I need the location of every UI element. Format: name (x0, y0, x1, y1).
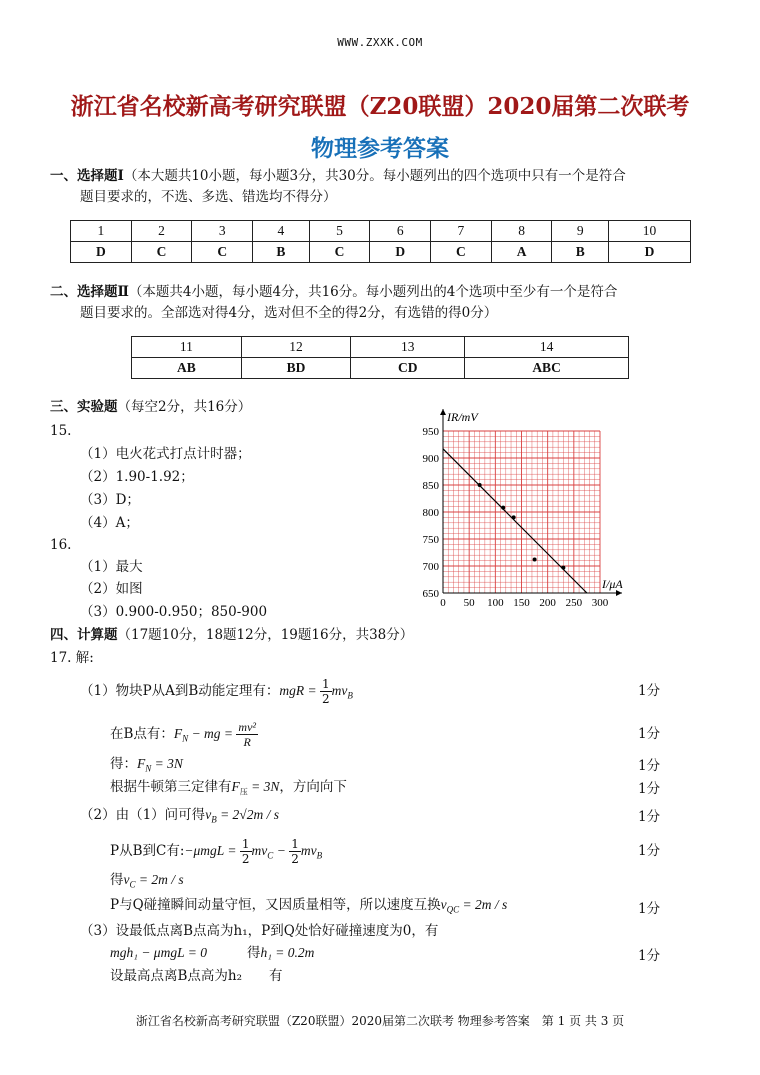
q17-line-2-math: F (173, 726, 183, 741)
answer-cell: D (71, 242, 132, 263)
data-point (501, 506, 505, 510)
x-tick-label: 100 (487, 597, 504, 609)
section4-desc-text: （17题10分，18题12分，19题16分，共38分） (117, 627, 414, 643)
q17-line-3-math2: = 3N (151, 756, 183, 771)
score-label: 1分 (638, 901, 661, 917)
fraction-num: mv² (238, 720, 257, 734)
data-point (561, 566, 565, 570)
score-label: 1分 (638, 809, 661, 825)
q16-label: 16. (50, 537, 72, 553)
fraction (320, 677, 332, 706)
question-number-cell: 14 (465, 337, 629, 358)
section1-desc-line1 (50, 166, 626, 186)
fraction-num: 1 (321, 677, 330, 691)
answer-cell: CD (351, 358, 465, 379)
section2-desc-line1 (50, 282, 617, 302)
q17-line-5 (80, 805, 279, 830)
q17-line-1 (80, 677, 353, 706)
y-tick-label: 950 (422, 426, 439, 438)
section2-heading: 二、选择题Ⅱ (50, 284, 129, 300)
q17-line-11: 设最高点离B点高为h₂ 有 (110, 968, 283, 984)
q17-line-3-math: F (137, 756, 146, 771)
section4-desc (50, 625, 413, 645)
section1-heading: 一、选择题Ⅰ (50, 168, 124, 184)
x-tick-label: 250 (565, 597, 583, 609)
watermark: WWW.ZXXK.COM (337, 36, 423, 49)
question-number-cell: 2 (131, 221, 192, 242)
subscript: C (129, 879, 136, 890)
question-number-cell: 3 (192, 221, 253, 242)
q17-line-5-text: （2）由（1）问可得 (80, 807, 206, 823)
q15-item-4: （4）A； (80, 515, 139, 531)
section3-desc (50, 397, 251, 417)
q17-line-7 (110, 870, 184, 895)
q15-item-3: （3）D； (80, 492, 140, 508)
answer-cell: C (131, 242, 192, 263)
question-number-cell: 4 (253, 221, 310, 242)
subscript: B (347, 690, 353, 701)
y-tick-label: 650 (422, 588, 439, 600)
section3-desc-text: （每空2分，共16分） (117, 399, 252, 415)
answer-cell: C (192, 242, 253, 263)
answer-cell: D (609, 242, 691, 263)
answer-cell: C (309, 242, 370, 263)
q15-label: 15. (50, 423, 72, 439)
question-number-cell: 13 (351, 337, 465, 358)
q16-item-2: （2）如图 (80, 581, 143, 597)
q17-line-10-text: 得 (246, 945, 261, 961)
subscript: C (267, 850, 274, 861)
q17-line-2-math2: − mg = (188, 726, 237, 741)
q15-item-2: （2）1.90-1.92； (80, 469, 194, 485)
subscript: N (182, 733, 189, 744)
x-tick-label: 0 (440, 597, 446, 609)
question-number-cell: 5 (309, 221, 370, 242)
fraction-den: 2 (241, 852, 250, 866)
question-number-cell: 11 (132, 337, 242, 358)
score-label: 1分 (638, 781, 661, 797)
fraction-num: 1 (291, 837, 299, 851)
score-label: 1分 (638, 758, 661, 774)
page-footer: 浙江省名校新高考研究联盟（Z20联盟）2020届第二次联考 物理参考答案 第 1 页 共 3 页 (135, 1014, 625, 1028)
q17-line-2 (110, 720, 258, 749)
fraction (236, 720, 258, 749)
subscript: B (211, 814, 217, 825)
q17-line-3-text: 得： (110, 756, 137, 772)
subscript: N (145, 763, 152, 774)
x-tick-label: 200 (539, 597, 556, 609)
subscript: QC (446, 904, 460, 915)
data-point (512, 515, 516, 519)
q17-line-6-text: P从B到C有: (110, 843, 185, 859)
q17-line-8-math: v (440, 897, 447, 912)
q17-line-6-math: −μmgL = (184, 843, 240, 858)
q17-label: 17. 解: (50, 650, 94, 666)
q17-line-7-math2: = 2m / s (135, 872, 184, 887)
q17-line-7-text: 得 (110, 872, 124, 888)
section1-desc-line2: 题目要求的，不选、多选、错选均不得分） (80, 189, 337, 205)
q17-line-9: （3）设最低点离B点高为h₁，P到Q处恰好碰撞速度为0，有 (80, 923, 439, 939)
q17-line-6-math3: − (273, 843, 290, 858)
question-number-cell: 10 (609, 221, 691, 242)
data-point (478, 483, 482, 487)
q17-line-6 (110, 837, 322, 866)
question-number-cell: 6 (370, 221, 431, 242)
section2-answer-table (131, 336, 629, 379)
q17-line-2-text: 在B点有： (110, 726, 174, 742)
page-subtitle: 物理参考答案 (311, 135, 449, 162)
score-label: 1分 (638, 726, 661, 742)
x-axis-label: I/μA (602, 577, 623, 591)
table-row (132, 337, 629, 358)
answer-cell: B (552, 242, 609, 263)
q17-line-1-math: mgR = (279, 683, 320, 698)
question-number-cell: 12 (241, 337, 351, 358)
q17-line-5-math2: = 2√2m / s (216, 807, 279, 822)
q17-line-4-text2: ，方向向下 (279, 779, 347, 795)
y-tick-label: 800 (422, 507, 439, 519)
fraction (240, 837, 252, 866)
section1-answer-table (70, 220, 691, 263)
score-label: 1分 (638, 843, 661, 859)
x-tick-label: 300 (591, 597, 609, 609)
section2-desc1: （本题共4小题，每小题4分，共16分。每小题列出的4个选项中至少有一个是符合 (128, 284, 618, 300)
score-label: 1分 (638, 948, 661, 964)
q17-line-5-math: v (205, 807, 212, 822)
x-tick-label: 50 (463, 597, 475, 609)
fraction (289, 837, 301, 866)
y-tick-label: 750 (422, 534, 439, 546)
subscript: B (316, 850, 323, 861)
fraction-num: 1 (241, 837, 250, 851)
fraction-den: 2 (321, 692, 330, 706)
x-tick-label: 150 (513, 597, 530, 609)
q17-line-4-math: F (231, 779, 240, 794)
ir-vs-i-chart (405, 405, 640, 615)
q17-line-4-math2: = 3N (247, 779, 280, 794)
question-number-cell: 8 (491, 221, 552, 242)
fraction-den: 2 (291, 852, 299, 866)
answer-cell: BD (241, 358, 351, 379)
answer-cell: AB (132, 358, 242, 379)
table-row (71, 242, 691, 263)
table-row (132, 358, 629, 379)
q16-item-1: （1）最大 (80, 559, 143, 575)
q17-line-10-math: mgh₁ − μmgL = 0 (110, 945, 207, 960)
y-tick-label: 900 (422, 453, 439, 465)
q17-line-1-math2: mv (331, 683, 348, 698)
y-axis-label: IR/mV (447, 410, 478, 424)
subscript: 压 (239, 787, 248, 797)
page-title: 浙江省名校新高考研究联盟（Z20联盟）2020届第二次联考 (70, 93, 690, 120)
q17-line-6-math2: mv (251, 843, 268, 858)
section3-heading: 三、实验题 (50, 399, 118, 415)
question-number-cell: 9 (552, 221, 609, 242)
answer-cell: ABC (465, 358, 629, 379)
answer-cell: A (491, 242, 552, 263)
q17-line-4 (110, 777, 347, 803)
q17-line-1-text: （1）物块P从A到B动能定理有： (80, 683, 280, 699)
q17-line-6-math4: mv (300, 843, 317, 858)
q17-line-3 (110, 754, 183, 779)
y-tick-label: 700 (422, 561, 439, 573)
q17-line-10 (110, 943, 314, 963)
q17-line-8 (110, 895, 507, 920)
q17-line-10-math2: h₁ = 0.2m (260, 945, 315, 960)
question-number-cell: 7 (431, 221, 492, 242)
q16-item-3: （3）0.900-0.950；850-900 (80, 604, 268, 620)
y-tick-label: 850 (422, 480, 439, 492)
fraction-den: R (243, 735, 251, 749)
table-row (71, 221, 691, 242)
score-label: 1分 (638, 683, 661, 699)
question-number-cell: 1 (71, 221, 132, 242)
section1-desc1: （本大题共10小题，每小题3分，共30分。每小题列出的四个选项中只有一个是符合 (123, 168, 626, 184)
q17-line-8-text: P与Q碰撞瞬间动量守恒，又因质量相等，所以速度互换 (110, 897, 441, 913)
answer-cell: B (253, 242, 310, 263)
data-point (533, 558, 537, 562)
y-axis-arrow (440, 409, 446, 415)
answer-cell: D (370, 242, 431, 263)
answer-cell: C (431, 242, 492, 263)
q17-line-8-math2: = 2m / s (459, 897, 508, 912)
section2-desc-line2: 题目要求的。全部选对得4分，选对但不全的得2分，有选错的得0分） (80, 305, 498, 321)
q17-line-4-text: 根据牛顿第三定律有 (110, 779, 232, 795)
q15-item-1: （1）电火花式打点计时器； (80, 446, 251, 462)
section4-heading: 四、计算题 (50, 627, 118, 643)
q17-line-7-math: v (123, 872, 130, 887)
